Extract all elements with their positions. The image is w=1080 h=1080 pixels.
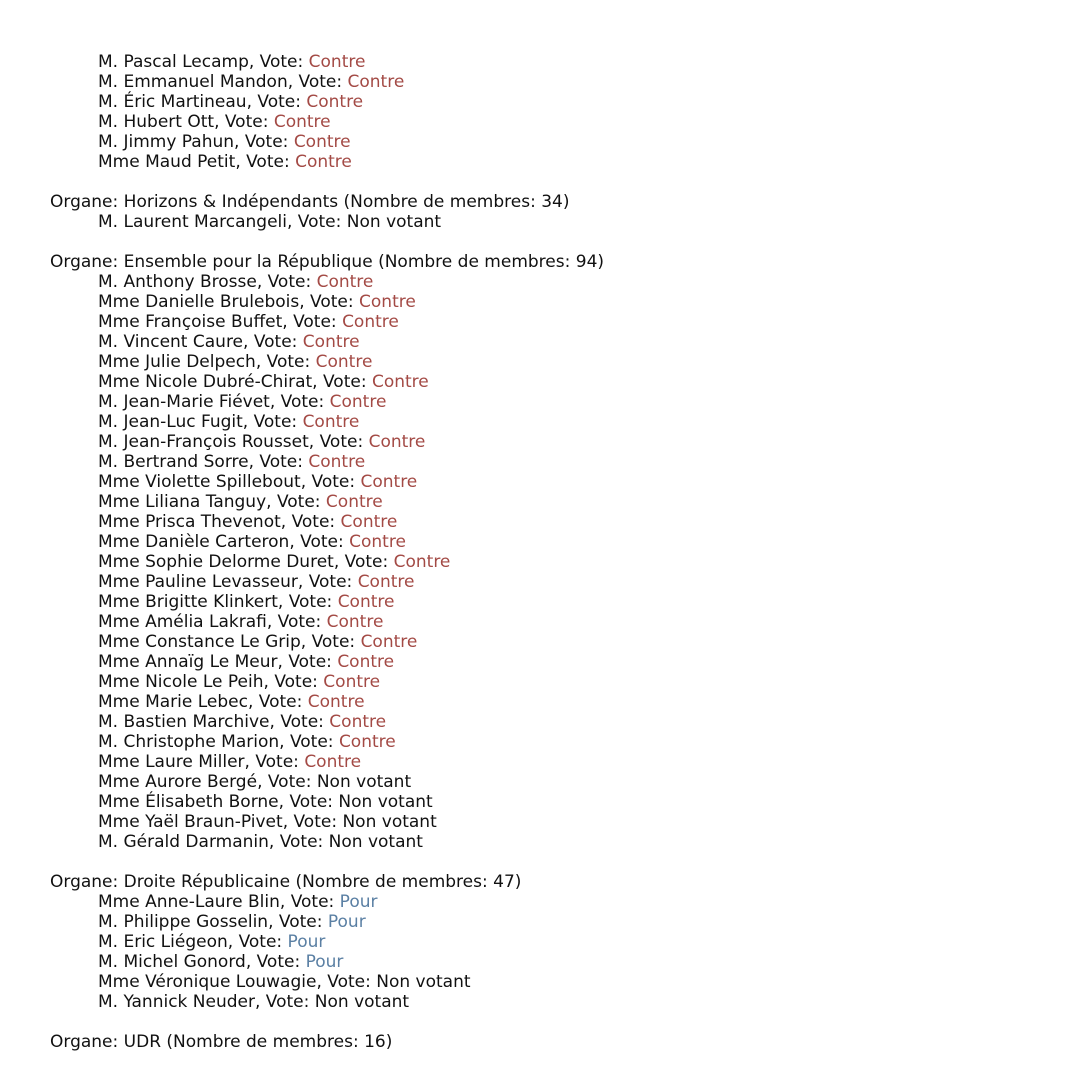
vote-label: , Vote: <box>287 212 347 232</box>
vote-value: Contre <box>315 352 373 372</box>
vote-label: , Vote: <box>214 112 274 132</box>
vote-label: , Vote: <box>255 992 315 1012</box>
vote-value: Non votant <box>316 772 412 792</box>
member-name: M. Gérald Darmanin <box>98 832 269 852</box>
vote-value: Non votant <box>338 792 433 812</box>
member-row <box>50 532 1050 552</box>
section-spacer <box>50 852 1050 872</box>
member-name: Mme Danièle Carteron <box>98 532 290 552</box>
organe-label: Organe: <box>50 872 124 892</box>
member-name: M. Michel Gonord <box>98 952 246 972</box>
vote-label: , Vote: <box>277 652 338 672</box>
vote-label: , Vote: <box>248 52 309 72</box>
member-name: Mme Violette Spillebout <box>98 472 301 492</box>
member-row <box>50 372 1050 392</box>
vote-label: , Vote: <box>244 752 305 772</box>
vote-value: Contre <box>304 752 362 772</box>
member-row <box>50 692 1050 712</box>
vote-label: , Vote: <box>300 472 361 492</box>
member-row <box>50 92 1050 112</box>
member-name: Mme Annaïg Le Meur <box>98 652 278 672</box>
vote-value: Contre <box>371 372 429 392</box>
vote-label: , Vote: <box>246 92 307 112</box>
member-count: 94 <box>575 252 598 272</box>
vote-value: Contre <box>347 72 405 92</box>
vote-label: , Vote: <box>269 712 330 732</box>
vote-label: , Vote: <box>227 932 288 952</box>
vote-value: Contre <box>302 412 360 432</box>
vote-value: Contre <box>360 472 418 492</box>
vote-label: , Vote: <box>278 792 339 812</box>
member-name: Mme Julie Delpech <box>98 352 256 372</box>
vote-label: , Vote: <box>299 292 360 312</box>
vote-value: Non votant <box>342 812 437 832</box>
vote-label: , Vote: <box>248 452 309 472</box>
vote-label: , Vote: <box>266 612 327 632</box>
member-row <box>50 632 1050 652</box>
member-count-suffix: ) <box>562 192 570 212</box>
member-name: Mme Danielle Brulebois <box>98 292 300 312</box>
vote-label: , Vote: <box>297 572 358 592</box>
member-row <box>50 452 1050 472</box>
organe-heading <box>50 192 1050 212</box>
member-name: M. Eric Liégeon <box>98 932 228 952</box>
vote-label: , Vote: <box>266 492 326 512</box>
member-row <box>50 472 1050 492</box>
vote-label: , Vote: <box>279 892 340 912</box>
vote-label: , Vote: <box>333 552 394 572</box>
vote-value: Contre <box>295 152 352 172</box>
vote-value: Contre <box>342 312 399 332</box>
vote-label: , Vote: <box>234 132 294 152</box>
member-name: Mme Françoise Buffet <box>98 312 283 332</box>
member-row <box>50 352 1050 372</box>
member-count: 16 <box>364 1032 386 1052</box>
member-row <box>50 292 1050 312</box>
member-row <box>50 992 1050 1012</box>
member-row <box>50 612 1050 632</box>
member-name: Mme Aurore Bergé <box>98 772 258 792</box>
member-count: 47 <box>493 872 515 892</box>
vote-value: Contre <box>349 532 406 552</box>
member-row <box>50 832 1050 852</box>
member-name: Mme Sophie Delorme Duret <box>98 552 334 572</box>
vote-label: , Vote: <box>243 332 303 352</box>
vote-label: , Vote: <box>316 972 377 992</box>
vote-label: , Vote: <box>282 312 343 332</box>
member-name: Mme Anne-Laure Blin <box>98 892 280 912</box>
member-name: Mme Amélia Lakrafi <box>98 612 267 632</box>
member-name: Mme Véronique Louwagie <box>98 972 317 992</box>
vote-value: Contre <box>308 452 366 472</box>
member-name: M. Laurent Marcangeli <box>98 212 287 232</box>
member-name: M. Jean-François Rousset <box>98 432 309 452</box>
member-row <box>50 132 1050 152</box>
organe-label: Organe: <box>50 192 124 212</box>
member-row <box>50 432 1050 452</box>
organe-name: Horizons & Indépendants <box>123 192 339 212</box>
vote-value: Contre <box>393 552 451 572</box>
vote-value: Contre <box>359 292 416 312</box>
organe-heading <box>50 872 1050 892</box>
member-row <box>50 152 1050 172</box>
member-count-prefix: (Nombre de membres: <box>372 252 576 272</box>
member-name: M. Bastien Marchive <box>98 712 270 732</box>
member-row <box>50 732 1050 752</box>
member-row <box>50 792 1050 812</box>
vote-label: , Vote: <box>268 832 329 852</box>
vote-value: Contre <box>368 432 426 452</box>
member-count-prefix: (Nombre de membres: <box>338 192 542 212</box>
vote-label: , Vote: <box>242 412 303 432</box>
member-name: M. Jimmy Pahun <box>98 132 235 152</box>
member-name: Mme Liliana Tanguy <box>98 492 267 512</box>
member-row <box>50 392 1050 412</box>
organe-name: Droite Républicaine <box>123 872 291 892</box>
vote-label: , Vote: <box>289 532 350 552</box>
vote-label: , Vote: <box>282 812 343 832</box>
member-name: Mme Brigitte Klinkert <box>98 592 278 612</box>
vote-label: , Vote: <box>277 592 338 612</box>
member-count-prefix: (Nombre de membres: <box>290 872 494 892</box>
vote-label: , Vote: <box>280 512 341 532</box>
member-row <box>50 712 1050 732</box>
vote-value: Non votant <box>328 832 423 852</box>
vote-label: , Vote: <box>279 732 339 752</box>
member-name: M. Philippe Gosselin <box>98 912 269 932</box>
member-row <box>50 672 1050 692</box>
vote-value: Contre <box>325 492 383 512</box>
organe-label: Organe: <box>50 1032 124 1052</box>
member-name: Mme Nicole Le Peih <box>98 672 264 692</box>
member-row <box>50 592 1050 612</box>
vote-value: Pour <box>287 932 326 952</box>
member-name: M. Bertrand Sorre <box>98 452 249 472</box>
organe-name: UDR <box>123 1032 162 1052</box>
member-name: Mme Maud Petit <box>98 152 236 172</box>
member-name: M. Christophe Marion <box>98 732 280 752</box>
vote-value: Contre <box>338 732 396 752</box>
vote-value: Non votant <box>346 212 442 232</box>
vote-label: , Vote: <box>263 672 324 692</box>
vote-value: Pour <box>327 912 366 932</box>
member-name: M. Vincent Caure <box>98 332 244 352</box>
member-name: M. Emmanuel Mandon <box>98 72 288 92</box>
member-name: Mme Constance Le Grip <box>98 632 301 652</box>
vote-value: Contre <box>326 612 384 632</box>
member-count-suffix: ) <box>385 1032 393 1052</box>
vote-label: , Vote: <box>257 772 317 792</box>
member-name: M. Pascal Lecamp <box>98 52 249 72</box>
member-row <box>50 52 1050 72</box>
member-name: Mme Prisca Thevenot <box>98 512 281 532</box>
member-row <box>50 72 1050 92</box>
member-name: M. Jean-Luc Fugit <box>98 412 243 432</box>
vote-label: , Vote: <box>308 432 369 452</box>
vote-value: Non votant <box>376 972 471 992</box>
member-row <box>50 272 1050 292</box>
member-row <box>50 332 1050 352</box>
vote-value: Contre <box>360 632 418 652</box>
section-spacer <box>50 232 1050 252</box>
vote-label: , Vote: <box>312 372 372 392</box>
member-row <box>50 812 1050 832</box>
vote-value: Contre <box>293 132 351 152</box>
member-name: M. Éric Martineau <box>98 92 247 112</box>
member-name: M. Hubert Ott <box>98 112 215 132</box>
vote-value: Contre <box>302 332 360 352</box>
vote-value: Contre <box>323 672 381 692</box>
vote-label: , Vote: <box>255 352 316 372</box>
member-row <box>50 112 1050 132</box>
member-count: 34 <box>541 192 563 212</box>
organe-heading <box>50 1032 1050 1052</box>
vote-value: Contre <box>337 652 395 672</box>
member-row <box>50 912 1050 932</box>
vote-value: Contre <box>316 272 374 292</box>
member-row <box>50 772 1050 792</box>
vote-value: Contre <box>273 112 331 132</box>
member-row <box>50 752 1050 772</box>
member-row <box>50 312 1050 332</box>
vote-value: Contre <box>306 92 364 112</box>
member-name: Mme Yaël Braun-Pivet <box>98 812 283 832</box>
vote-label: , Vote: <box>256 272 317 292</box>
member-row <box>50 932 1050 952</box>
member-name: Mme Nicole Dubré-Chirat <box>98 372 313 392</box>
vote-label: , Vote: <box>245 952 306 972</box>
section-spacer <box>50 172 1050 192</box>
member-row <box>50 572 1050 592</box>
vote-value: Contre <box>340 512 398 532</box>
member-name: Mme Élisabeth Borne <box>98 792 279 812</box>
member-name: M. Jean-Marie Fiévet <box>98 392 270 412</box>
vote-value: Pour <box>305 952 344 972</box>
member-row <box>50 412 1050 432</box>
vote-value: Contre <box>329 712 387 732</box>
member-name: M. Yannick Neuder <box>98 992 255 1012</box>
member-row <box>50 512 1050 532</box>
vote-value: Contre <box>357 572 415 592</box>
organe-name: Ensemble pour la République <box>123 252 373 272</box>
member-row <box>50 952 1050 972</box>
vote-value: Pour <box>339 892 378 912</box>
member-row <box>50 972 1050 992</box>
vote-value: Contre <box>337 592 395 612</box>
member-row <box>50 492 1050 512</box>
member-row <box>50 652 1050 672</box>
member-name: Mme Marie Lebec <box>98 692 248 712</box>
member-row <box>50 212 1050 232</box>
vote-label: , Vote: <box>287 72 348 92</box>
vote-value: Contre <box>307 692 365 712</box>
vote-label: , Vote: <box>300 632 361 652</box>
member-row <box>50 892 1050 912</box>
vote-label: , Vote: <box>268 912 328 932</box>
member-count-suffix: ) <box>597 252 605 272</box>
member-row <box>50 552 1050 572</box>
vote-label: , Vote: <box>247 692 308 712</box>
member-count-suffix: ) <box>514 872 522 892</box>
section-spacer <box>50 1012 1050 1032</box>
vote-label: , Vote: <box>235 152 296 172</box>
vote-label: , Vote: <box>269 392 330 412</box>
vote-value: Contre <box>329 392 387 412</box>
member-name: Mme Laure Miller <box>98 752 245 772</box>
vote-listing <box>50 52 1050 1052</box>
member-name: Mme Pauline Levasseur <box>98 572 298 592</box>
vote-value: Non votant <box>314 992 410 1012</box>
vote-value: Contre <box>308 52 366 72</box>
member-count-prefix: (Nombre de membres: <box>161 1032 365 1052</box>
organe-heading <box>50 252 1050 272</box>
member-name: M. Anthony Brosse <box>98 272 257 292</box>
organe-label: Organe: <box>50 252 124 272</box>
